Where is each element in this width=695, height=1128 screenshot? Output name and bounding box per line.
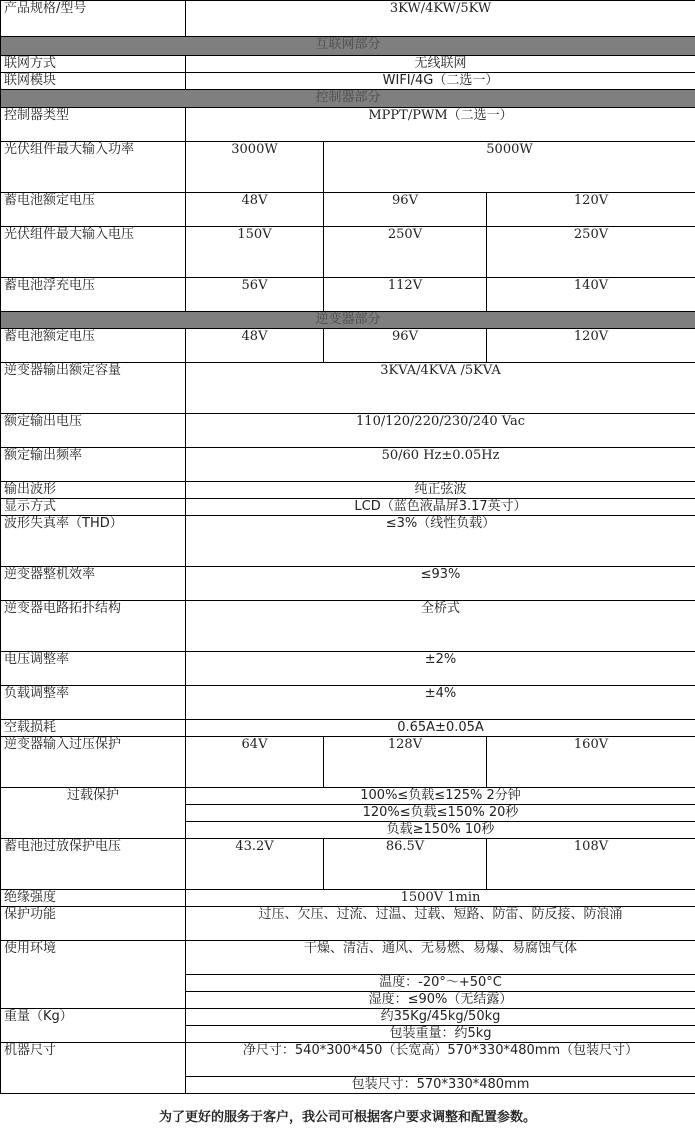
waveform-label: 输出波形 [1, 482, 186, 499]
section-controller [1, 90, 695, 108]
load-reg-label: 负载调整率 [1, 686, 186, 720]
row-ctrl-type [1, 108, 695, 142]
protection-value: 过压、欠压、过流、过温、过载、短路、防雷、防反接、防浪涌 [186, 907, 695, 941]
over-volt-v3: 160V [487, 737, 695, 788]
row-over-discharge [1, 839, 695, 890]
row-net-mode [1, 56, 695, 73]
size-line-2: 包装尺寸：570*330*480mm [186, 1077, 695, 1094]
over-volt-v1: 64V [186, 737, 324, 788]
over-discharge-v3: 108V [487, 839, 695, 890]
out-freq-value: 50/60 Hz±0.05Hz [186, 448, 695, 482]
ctrl-type-label: 控制器类型 [1, 108, 186, 142]
protection-label: 保护功能 [1, 907, 186, 941]
display-value: LCD（蓝色液晶屏3.17英寸） [186, 499, 695, 516]
topology-value: 全桥式 [186, 601, 695, 652]
weight-label: 重量（Kg） [1, 1009, 186, 1043]
display-label: 显示方式 [1, 499, 186, 516]
environment-line-3: 湿度：≤90%（无结露） [186, 992, 695, 1009]
section-internet [1, 37, 695, 56]
float-volt-v1: 56V [186, 278, 324, 312]
row-over-volt [1, 737, 695, 788]
row-topology [1, 601, 695, 652]
waveform-value: 纯正弦波 [186, 482, 695, 499]
row-protection [1, 907, 695, 941]
row-insulation [1, 890, 695, 907]
environment-label: 使用环境 [1, 941, 186, 1009]
row-size-1 [1, 1043, 695, 1077]
volt-reg-value: ±2% [186, 652, 695, 686]
row-batt-volt [1, 193, 695, 227]
float-volt-label: 蓄电池浮充电压 [1, 278, 186, 312]
pv-power-v1: 3000W [186, 142, 324, 193]
insulation-label: 绝缘强度 [1, 890, 186, 907]
row-pv-volt [1, 227, 695, 278]
size-line-1: 净尺寸：540*300*450（长宽高）570*330*480mm（包装尺寸） [186, 1043, 695, 1077]
row-thd [1, 516, 695, 567]
overload-line-2: 120%≤负载≤150% 20秒 [186, 805, 695, 822]
weight-line-2: 包装重量：约5kg [186, 1026, 695, 1043]
row-pv-power [1, 142, 695, 193]
section-inverter-title: 逆变器部分 [1, 312, 695, 329]
row-net-module [1, 73, 695, 90]
pv-volt-label: 光伏组件最大输入电压 [1, 227, 186, 278]
out-volt-label: 额定输出电压 [1, 414, 186, 448]
over-discharge-v2: 86.5V [324, 839, 487, 890]
row-env-1 [1, 941, 695, 975]
over-volt-label: 逆变器输入过压保护 [1, 737, 186, 788]
batt-volt2-v3: 120V [487, 329, 695, 363]
no-load-value: 0.65A±0.05A [186, 720, 695, 737]
environment-line-2: 温度：-20°～+50°C [186, 975, 695, 992]
net-mode-value: 无线联网 [186, 56, 695, 73]
section-controller-title: 控制器部分 [1, 90, 695, 108]
row-no-load [1, 720, 695, 737]
over-discharge-label: 蓄电池过放保护电压 [1, 839, 186, 890]
environment-line-1: 干燥、清洁、通风、无易燃、易爆、易腐蚀气体 [186, 941, 695, 975]
row-efficiency [1, 567, 695, 601]
row-weight-1 [1, 1009, 695, 1026]
topology-label: 逆变器电路拓扑结构 [1, 601, 186, 652]
batt-volt2-v2: 96V [324, 329, 487, 363]
out-capacity-value: 3KVA/4KVA /5KVA [186, 363, 695, 414]
row-batt-volt2 [1, 329, 695, 363]
no-load-label: 空载损耗 [1, 720, 186, 737]
over-volt-v2: 128V [324, 737, 487, 788]
thd-label: 波形失真率（THD） [1, 516, 186, 567]
row-waveform [1, 482, 695, 499]
net-mode-label: 联网方式 [1, 56, 186, 73]
model-label: 产品规格/型号 [1, 1, 186, 37]
efficiency-label: 逆变器整机效率 [1, 567, 186, 601]
pv-power-label: 光伏组件最大输入功率 [1, 142, 186, 193]
batt-volt-label: 蓄电池额定电压 [1, 193, 186, 227]
volt-reg-label: 电压调整率 [1, 652, 186, 686]
out-freq-label: 额定输出频率 [1, 448, 186, 482]
insulation-value: 1500V 1min [186, 890, 695, 907]
net-module-value: WIFI/4G（二选一） [186, 73, 695, 90]
thd-value: ≤3%（线性负载） [186, 516, 695, 567]
row-volt-reg [1, 652, 695, 686]
row-out-capacity [1, 363, 695, 414]
out-volt-value: 110/120/220/230/240 Vac [186, 414, 695, 448]
float-volt-v2: 112V [324, 278, 487, 312]
pv-volt-v2: 250V [324, 227, 487, 278]
batt-volt-v3: 120V [487, 193, 695, 227]
overload-line-3: 负载≥150% 10秒 [186, 822, 695, 839]
pv-power-v2: 5000W [324, 142, 695, 193]
overload-line-1: 100%≤负载≤125% 2分钟 [186, 788, 695, 805]
size-label: 机器尺寸 [1, 1043, 186, 1094]
efficiency-value: ≤93% [186, 567, 695, 601]
row-display [1, 499, 695, 516]
float-volt-v3: 140V [487, 278, 695, 312]
batt-volt2-v1: 48V [186, 329, 324, 363]
section-inverter [1, 312, 695, 329]
batt-volt-v1: 48V [186, 193, 324, 227]
load-reg-value: ±4% [186, 686, 695, 720]
model-value: 3KW/4KW/5KW [186, 1, 695, 37]
row-out-volt [1, 414, 695, 448]
section-internet-title: 互联网部分 [1, 37, 695, 56]
weight-line-1: 约35Kg/45kg/50kg [186, 1009, 695, 1026]
footer-note: 为了更好的服务于客户，我公司可根据客户要求调整和配置参数。 [158, 1110, 536, 1125]
over-discharge-v1: 43.2V [186, 839, 324, 890]
batt-volt2-label: 蓄电池额定电压 [1, 329, 186, 363]
batt-volt-v2: 96V [324, 193, 487, 227]
overload-label: 过载保护 [1, 788, 186, 839]
pv-volt-v3: 250V [487, 227, 695, 278]
row-out-freq [1, 448, 695, 482]
row-float-volt [1, 278, 695, 312]
row-load-reg [1, 686, 695, 720]
pv-volt-v1: 150V [186, 227, 324, 278]
net-module-label: 联网模块 [1, 73, 186, 90]
row-model [1, 1, 695, 37]
ctrl-type-value: MPPT/PWM（二选一） [186, 108, 695, 142]
row-overload-1 [1, 788, 695, 805]
out-capacity-label: 逆变器输出额定容量 [1, 363, 186, 414]
